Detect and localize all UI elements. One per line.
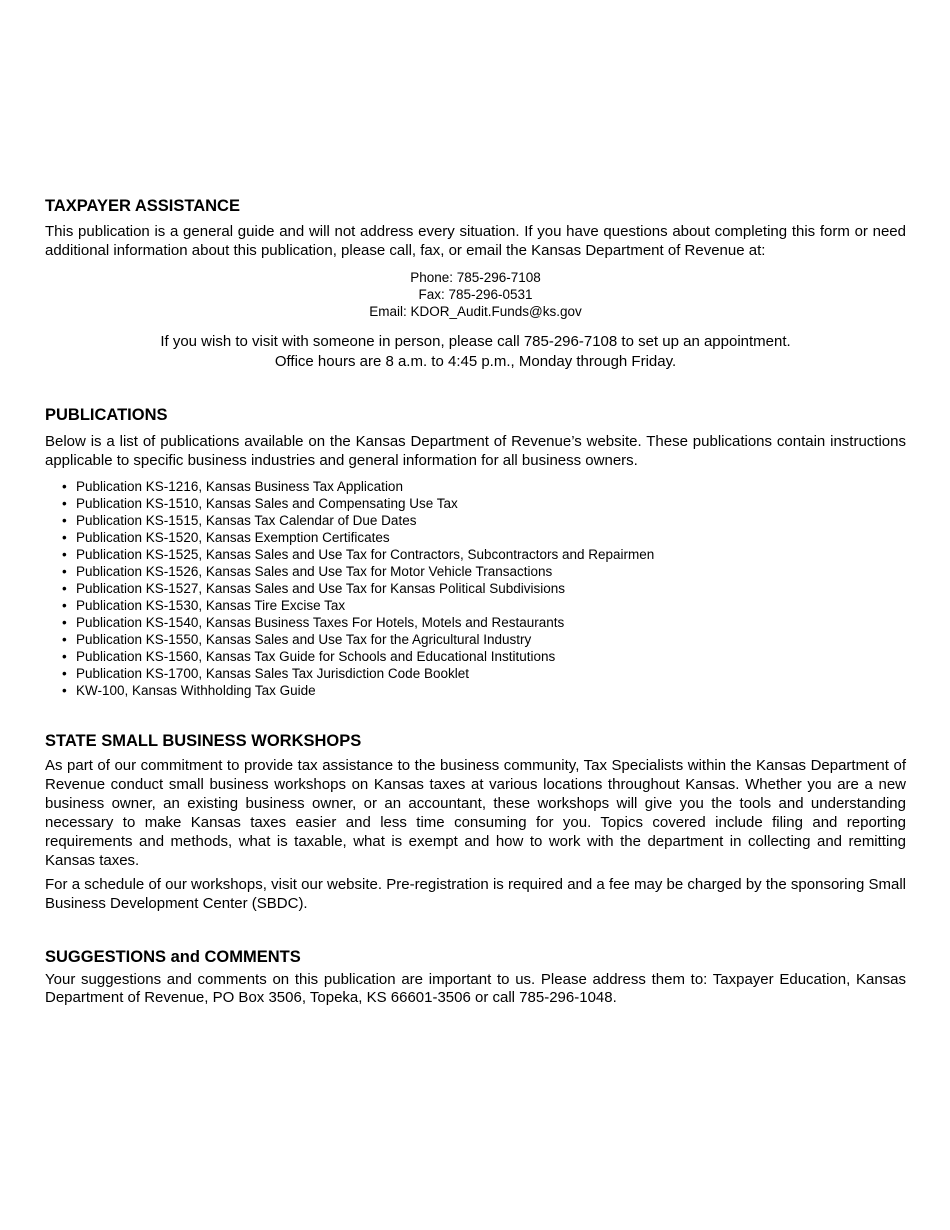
workshops-paragraph-1: As part of our commitment to provide tax assistance to the business community, Tax Specialists within the Kansas Department of Revenue conduct small business workshops on Kansas taxes at various locations throughout Kansas. Whether you are a new business owner, an existing business owner, or an accountant, these workshops will give you the tools and understanding necessary to make Kansas taxes easier and less time consuming for you. Topics covered include filing and reporting requirements and methods, what is taxable, what is exempt and how to work with the department in collecting and remitting Kansas taxes. [45, 757, 906, 869]
publication-title: Publication KS-1540, Kansas Business Taxes For Hotels, Motels and Restaurants [76, 615, 565, 630]
list-item [62, 546, 906, 563]
list-item [62, 648, 906, 665]
workshops-section [45, 731, 906, 913]
publication-title: Publication KS-1515, Kansas Tax Calendar of Due Dates [76, 513, 417, 528]
list-item [62, 495, 906, 512]
workshops-heading: STATE SMALL BUSINESS WORKSHOPS [45, 732, 362, 750]
publication-title: Publication KS-1526, Kansas Sales and Use Tax for Motor Vehicle Transactions [76, 564, 553, 579]
list-item [62, 631, 906, 648]
list-item [62, 563, 906, 580]
contact-fax: Fax: 785-296-0531 [418, 287, 533, 302]
publication-title: Publication KS-1520, Kansas Exemption Certificates [76, 530, 390, 545]
list-item [62, 529, 906, 546]
publication-title: Publication KS-1530, Kansas Tire Excise Tax [76, 598, 346, 613]
publication-title: Publication KS-1510, Kansas Sales and Compensating Use Tax [76, 496, 458, 511]
taxpayer-assistance-section [45, 196, 906, 371]
publications-heading: PUBLICATIONS [45, 406, 168, 424]
document-page [45, 196, 906, 1006]
bullet-icon: • [62, 479, 67, 494]
bullet-icon: • [62, 666, 67, 681]
office-hours-line: Office hours are 8 a.m. to 4:45 p.m., Monday through Friday. [274, 352, 677, 370]
workshops-paragraph-2: For a schedule of our workshops, visit our website. Pre-registration is required and a fee may be charged by the sponsoring Small Business Development Center (SBDC). [45, 876, 906, 912]
contact-phone: Phone: 785-296-7108 [410, 270, 541, 285]
bullet-icon: • [62, 581, 67, 596]
list-item [62, 682, 906, 699]
taxpayer-assistance-intro: This publication is a general guide and will not address every situation. If you have questions about completing this form or need additional information about this publication, please call, fax, or email the Kansas Department of Revenue at: [45, 223, 906, 259]
bullet-icon: • [62, 564, 67, 579]
publications-list [45, 478, 906, 699]
list-item [62, 580, 906, 597]
bullet-icon: • [62, 530, 67, 545]
bullet-icon: • [62, 496, 67, 511]
publication-title: Publication KS-1216, Kansas Business Tax Application [76, 479, 403, 494]
bullet-icon: • [62, 649, 67, 664]
bullet-icon: • [62, 547, 67, 562]
bullet-icon: • [62, 513, 67, 528]
list-item [62, 512, 906, 529]
publication-title: Publication KS-1525, Kansas Sales and Use Tax for Contractors, Subcontractors and Repairmen [76, 547, 655, 562]
bullet-icon: • [62, 615, 67, 630]
publication-title: Publication KS-1550, Kansas Sales and Use Tax for the Agricultural Industry [76, 632, 532, 647]
suggestions-section [45, 947, 906, 1006]
publications-intro: Below is a list of publications available on the Kansas Department of Revenue’s website. These publications contain instructions applicable to specific business industries and general information for all business owners. [45, 433, 906, 469]
contact-email: Email: KDOR_Audit.Funds@ks.gov [369, 304, 582, 319]
bullet-icon: • [62, 598, 67, 613]
list-item [62, 597, 906, 614]
publication-title: Publication KS-1527, Kansas Sales and Use Tax for Kansas Political Subdivisions [76, 581, 566, 596]
publication-title: KW-100, Kansas Withholding Tax Guide [76, 683, 316, 698]
suggestions-heading: SUGGESTIONS and COMMENTS [45, 948, 301, 966]
publications-section [45, 405, 906, 699]
list-item [62, 614, 906, 631]
taxpayer-assistance-heading: TAXPAYER ASSISTANCE [45, 197, 240, 215]
bullet-icon: • [62, 683, 67, 698]
publication-title: Publication KS-1560, Kansas Tax Guide for Schools and Educational Institutions [76, 649, 556, 664]
contact-block [45, 269, 906, 320]
list-item [62, 665, 906, 682]
visit-info [45, 332, 906, 371]
visit-appointment-line: If you wish to visit with someone in person, please call 785-296-7108 to set up an appointment. [160, 333, 791, 350]
publication-title: Publication KS-1700, Kansas Sales Tax Jurisdiction Code Booklet [76, 666, 469, 681]
list-item [62, 478, 906, 495]
bullet-icon: • [62, 632, 67, 647]
suggestions-paragraph: Your suggestions and comments on this publication are important to us. Please address them to: Taxpayer Education, Kansas Department of Revenue, PO Box 3506, Topeka, KS 66601-3506 or call 785-296-1048. [45, 971, 906, 1006]
